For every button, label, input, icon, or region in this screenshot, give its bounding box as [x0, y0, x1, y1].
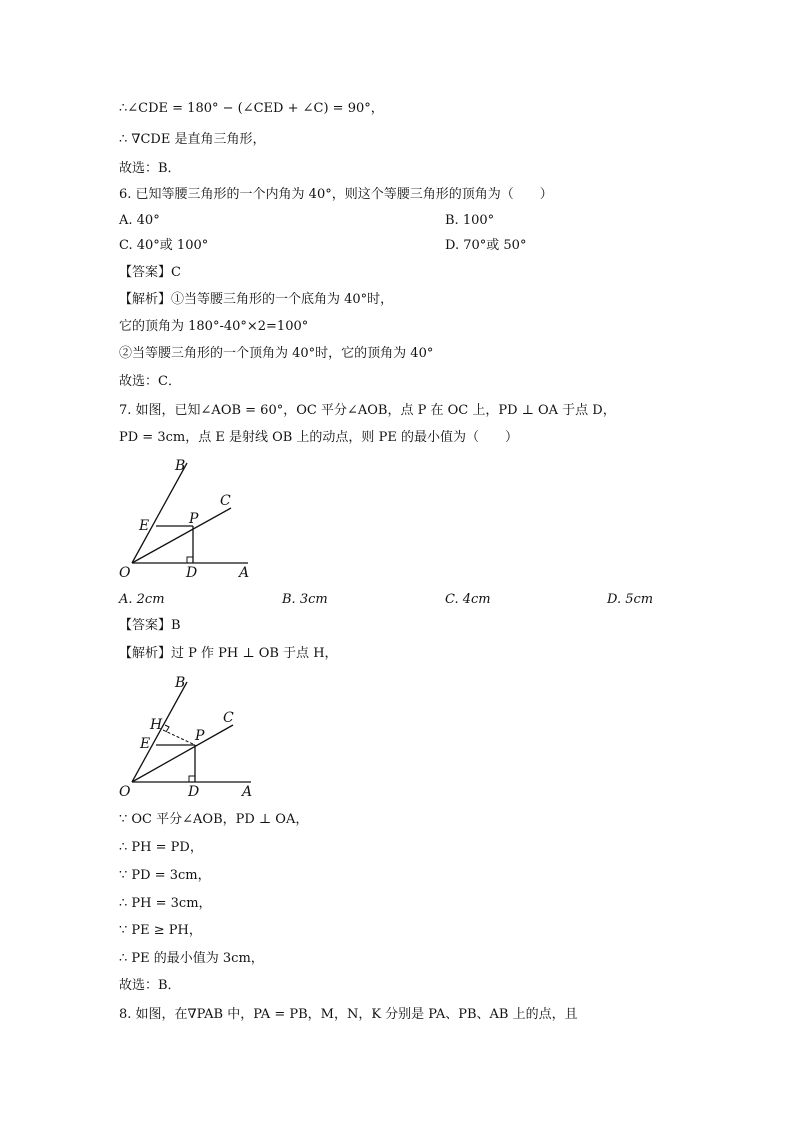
- q7-option-b: B. 3cm: [282, 592, 328, 607]
- fig2-label-b: B: [175, 675, 186, 691]
- fig2-label-p: P: [195, 728, 205, 744]
- q7-option-c: C. 4cm: [445, 592, 491, 607]
- q6-option-d: D. 70°或 50°: [445, 238, 527, 253]
- fig2-label-e: E: [140, 736, 151, 752]
- choice-line: 故选：B．: [119, 161, 181, 176]
- fig1-label-c: C: [220, 493, 231, 509]
- fig1-label-e: E: [139, 518, 150, 534]
- fig1-label-p: P: [189, 511, 199, 527]
- step-2: ∴ PH = PD，: [119, 840, 203, 855]
- fig2-label-d: D: [188, 784, 200, 800]
- q6-analysis-2: 它的顶角为 180°-40°×2=100°: [119, 319, 309, 334]
- figure-2: [113, 672, 263, 802]
- step-4: ∴ PH = 3cm，: [119, 896, 212, 911]
- fig2-label-c: C: [223, 710, 234, 726]
- q7-option-a: A. 2cm: [119, 592, 165, 607]
- q7-analysis: 【解析】过 P 作 PH ⊥ OB 于点 H，: [119, 646, 338, 661]
- proof-line-1: ∴∠CDE = 180° − (∠CED + ∠C) = 90°，: [119, 101, 384, 116]
- q6-analysis-1: 【解析】①当等腰三角形的一个底角为 40°时，: [119, 292, 394, 307]
- q6-choice: 故选：C．: [119, 374, 181, 389]
- fig2-label-h: H: [150, 717, 163, 733]
- question-6: 6. 已知等腰三角形的一个内角为 40°，则这个等腰三角形的顶角为（ ）: [119, 187, 553, 202]
- step-6: ∴ PE 的最小值为 3cm，: [119, 951, 264, 966]
- q6-answer: 【答案】C: [119, 265, 181, 280]
- figure-1: [113, 455, 263, 583]
- q6-option-b: B. 100°: [445, 213, 495, 228]
- step-1: ∵ OC 平分∠AOB，PD ⊥ OA，: [119, 812, 309, 827]
- q7-choice: 故选：B．: [119, 978, 181, 993]
- q7-answer: 【答案】B: [119, 618, 181, 633]
- fig1-label-b: B: [175, 458, 186, 474]
- fig2-label-a: A: [242, 784, 253, 800]
- question-7-line-2: PD = 3cm，点 E 是射线 OB 上的动点，则 PE 的最小值为（ ）: [119, 430, 518, 445]
- q6-option-c: C. 40°或 100°: [119, 238, 209, 253]
- question-8: 8. 如图，在∇PAB 中，PA = PB，M，N，K 分别是 PA、PB、AB 上的点，且: [119, 1007, 578, 1022]
- fig1-label-d: D: [186, 565, 198, 581]
- fig2-label-o: O: [119, 784, 131, 800]
- q6-analysis-3: ②当等腰三角形的一个顶角为 40°时，它的顶角为 40°: [119, 346, 434, 361]
- fig1-label-o: O: [119, 565, 131, 581]
- step-3: ∵ PD = 3cm，: [119, 868, 211, 883]
- q7-option-d: D. 5cm: [607, 592, 654, 607]
- step-5: ∵ PE ≥ PH，: [119, 923, 202, 938]
- proof-line-2: ∴ ∇CDE 是直角三角形，: [119, 132, 266, 147]
- fig1-label-a: A: [239, 565, 250, 581]
- q6-option-a: A. 40°: [119, 213, 160, 228]
- question-7-line-1: 7. 如图，已知∠AOB = 60°，OC 平分∠AOB，点 P 在 OC 上，PD ⊥ OA 于点 D，: [119, 403, 616, 418]
